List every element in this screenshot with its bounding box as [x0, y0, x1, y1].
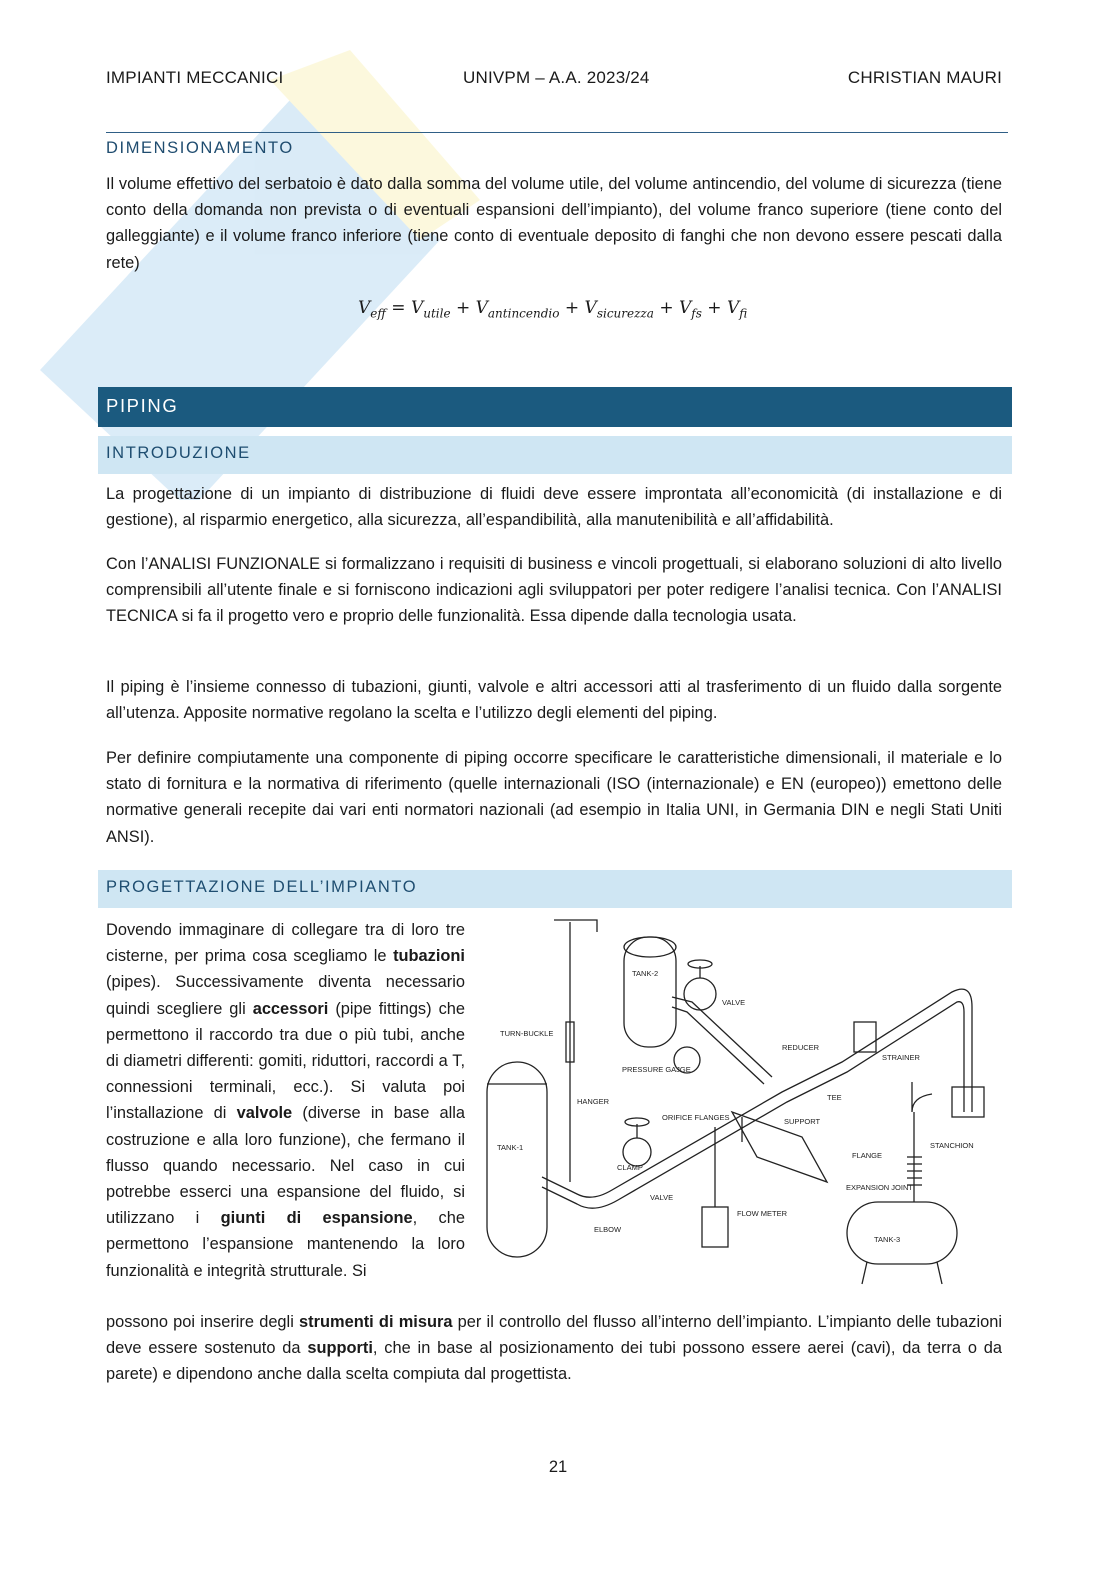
label-strainer: STRAINER: [882, 1053, 920, 1062]
paragraph-progettazione-wrapped: Dovendo immaginare di collegare tra di loro tre cisterne, per prima cosa scegliamo le tubazioni (pipes). Successivamente diventa necessario quindi scegliere gli accessori (pipe fittings) che permettono il raccordo tra due o più tubi, anche di diametri differenti: gomiti, riduttori, raccordi a T, connessioni terminali, ecc.). Si valuta poi l’installazione di valvole (diverse in base alla costruzione e alla loro funzione), che fermano il flusso quando necessario. Nel caso in cui potrebbe esserci una espansione del fluido, si utilizzano i giunti di espansione, che permettono l’espansione mantenendo la loro funzionalità e integrità strutturale. Si: [106, 921, 465, 1280]
label-clamp: CLAMP: [617, 1163, 643, 1172]
section-bar-piping: [98, 387, 1012, 427]
heading-piping: PIPING: [106, 395, 179, 416]
paragraph-intro-2: Con l’ANALISI FUNZIONALE si formalizzano i requisiti di business e vincoli progettuali, si elaborano soluzioni di alto livello comprensibili all’utente finale e si forniscono indicazioni agli sviluppatori per poter redigere l’analisi tecnica. Con l’ANALISI TECNICA si fa il progetto vero e proprio delle funzionalità. Essa dipende dalla tecnologia usata.: [106, 555, 1002, 626]
header-university: UNIVPM – A.A. 2023/24: [463, 68, 650, 87]
heading-introduzione: INTRODUZIONE: [106, 444, 251, 462]
label-elbow: ELBOW: [594, 1225, 622, 1234]
label-support: SUPPORT: [784, 1117, 821, 1126]
tank-3-shape: [847, 1202, 957, 1284]
label-tank2: TANK-2: [632, 969, 659, 978]
hanger-rod: [554, 920, 597, 1182]
paragraph-intro-3: Il piping è l’insieme connesso di tubazioni, giunti, valvole e altri accessori atti al trasferimento di un fluido dalla sorgente all’utenza. Apposite normative regolano la scelta e l’utilizzo degli elementi del piping.: [106, 678, 1002, 723]
header-divider: [106, 132, 1008, 133]
subsection-bar-progettazione: [98, 870, 1012, 908]
formula-volume: $V_{eff} = V_{utile} + V_{antincendio} + V_{sicurezza} + V_{fs} + V_{fi}$: [358, 298, 748, 321]
label-flow-meter: FLOW METER: [737, 1209, 787, 1218]
tank-2-shape: [624, 937, 676, 1047]
label-valve-bottom: VALVE: [650, 1193, 674, 1202]
label-tank1: TANK-1: [497, 1143, 524, 1152]
page-number: 21: [548, 1458, 568, 1476]
label-flange: FLANGE: [852, 1151, 883, 1160]
label-turnbuckle: TURN-BUCKLE: [500, 1029, 554, 1038]
heading-progettazione: PROGETTAZIONE DELL’IMPIANTO: [106, 878, 418, 896]
label-valve-top: VALVE: [722, 998, 746, 1007]
valve-bottom: [623, 1118, 651, 1166]
label-pressure-gauge: PRESSURE GAJGE: [622, 1065, 691, 1074]
header-course: IMPIANTI MECCANICI: [106, 68, 284, 87]
subsection-bar-introduzione: [98, 436, 1012, 474]
paragraph-progettazione-continued: possono poi inserire degli strumenti di misura per il controllo del flusso all’interno dell’impianto. L’impianto delle tubazioni deve essere sostenuto da supporti, che in base al posizionamento dei tubi possono essere aerei (cavi), da terra o da parete) e dipendono anche dalla scelta compiuta dal progettista.: [106, 1313, 1002, 1384]
tank-1-shape: [487, 1062, 547, 1257]
label-orifice-flanges: ORIFICE FLANGES: [662, 1113, 730, 1122]
label-tee: TEE: [827, 1093, 842, 1102]
header-author: CHRISTIAN MAURI: [847, 68, 1002, 87]
label-hanger: HANGER: [577, 1097, 610, 1106]
flow-meter-box: [702, 1207, 728, 1247]
paragraph-dimensionamento: Il volume effettivo del serbatoio è dato dalla somma del volume utile, del volume antincendio, del volume di sicurezza (tiene conto della domanda non prevista o di eventuali espansioni dell’impianto), del volume franco superiore (tiene conto del galleggiante) e il volume franco inferiore (tiene conto di eventuale deposito di fanghi che non devono essere pescati dalla rete): [106, 175, 1002, 272]
label-tank3: TANK-3: [874, 1235, 901, 1244]
heading-dimensionamento: DIMENSIONAMENTO: [106, 139, 294, 157]
paragraph-intro-1: La progettazione di un impianto di distribuzione di fluidi deve essere improntata all’economicità (di installazione e di gestione), al risparmio energetico, alla sicurezza, all’espandibilità, alla manutenibilità e all’affidabilità.: [106, 485, 1002, 530]
piping-diagram: [482, 912, 1002, 1292]
label-stanchion: STANCHION: [930, 1141, 974, 1150]
paragraph-intro-4: Per definire compiutamente una componente di piping occorre specificare le caratteristiche dimensionali, il materiale e lo stato di fornitura e la normativa di riferimento (quelle internazionali (ISO (internazionale) e EN (europeo)) emettono delle normative generali recepite dai vari enti normatori nazionali (ad esempio in Italia UNI, in Germania DIN e negli Stati Uniti ANSI).: [106, 749, 1002, 846]
label-reducer: REDUCER: [782, 1043, 820, 1052]
label-expansion-joint: EXPANSION JOINT: [846, 1183, 913, 1192]
